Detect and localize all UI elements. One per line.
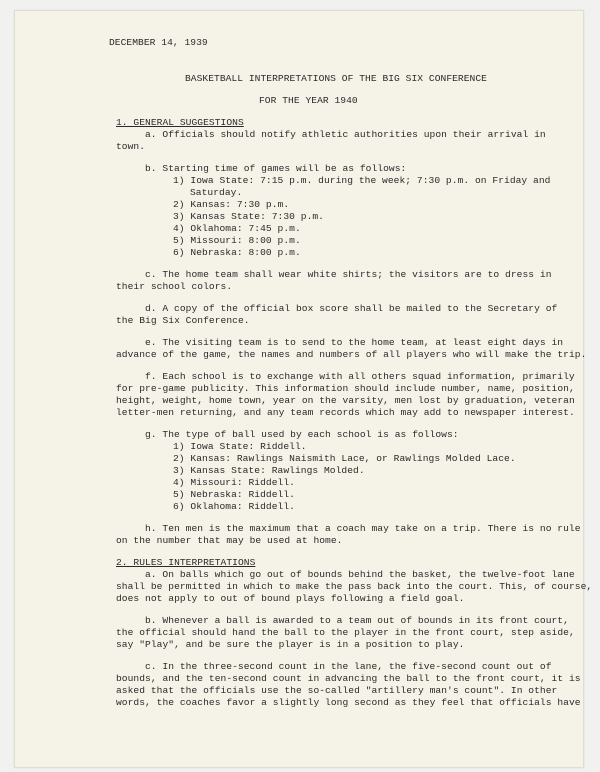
paragraph-1c-line2: their school colors. <box>116 281 233 292</box>
list-item: 2) Kansas: Rawlings Naismith Lace, or Rawlings Molded Lace. <box>173 453 516 464</box>
document-title: BASKETBALL INTERPRETATIONS OF THE BIG SIX CONFERENCE <box>185 73 487 84</box>
document-subtitle: FOR THE YEAR 1940 <box>259 95 358 106</box>
section-heading-general: 1. GENERAL SUGGESTIONS <box>116 117 244 128</box>
paragraph-1a-line2: town. <box>116 141 146 152</box>
list-item: 5) Nebraska: Riddell. <box>173 489 295 500</box>
paragraph-2c-line3: asked that the officials use the so-called "artillery man's count". In other <box>116 685 558 696</box>
list-item: 4) Missouri: Riddell. <box>173 477 295 488</box>
paragraph-1h-line1: h. Ten men is the maximum that a coach may take on a trip. There is no rule <box>145 523 581 534</box>
paragraph-2b-line3: say "Play", and be sure the player is in a position to play. <box>116 639 465 650</box>
paragraph-2a-line2: shall be permitted in which to make the pass back into the court. This, of course, <box>116 581 593 592</box>
paragraph-1f-line2: for pre-game publicity. This information should include number, name, position, <box>116 383 575 394</box>
paragraph-2b-line1: b. Whenever a ball is awarded to a team out of bounds in its front court, <box>145 615 569 626</box>
paragraph-1f-line1: f. Each school is to exchange with all others squad information, primarily <box>145 371 575 382</box>
paragraph-1h-line2: on the number that may be used at home. <box>116 535 343 546</box>
list-item: 2) Kansas: 7:30 p.m. <box>173 199 290 210</box>
list-item: 3) Kansas State: Rawlings Molded. <box>173 465 365 476</box>
paragraph-2a-line1: a. On balls which go out of bounds behind the basket, the twelve-foot lane <box>145 569 575 580</box>
list-item: 6) Nebraska: 8:00 p.m. <box>173 247 301 258</box>
paragraph-1e-line1: e. The visiting team is to send to the home team, at least eight days in <box>145 337 564 348</box>
section-heading-rules: 2. RULES INTERPRETATIONS <box>116 557 256 568</box>
paragraph-2a-line3: does not apply to out of bound plays following a field goal. <box>116 593 465 604</box>
paragraph-1g-intro: g. The type of ball used by each school is as follows: <box>145 429 459 440</box>
paragraph-2c-line1: c. In the three-second count in the lane, the five-second count out of <box>145 661 552 672</box>
paragraph-1f-line3: height, weight, home town, year on the varsity, men lost by graduation, veteran <box>116 395 575 406</box>
paragraph-1e-line2: advance of the game, the names and numbers of all players who will make the trip. <box>116 349 587 360</box>
paragraph-2c-line2: bounds, and the ten-second count in advancing the ball to the front court, it is <box>116 673 581 684</box>
paragraph-1c-line1: c. The home team shall wear white shirts; the visitors are to dress in <box>145 269 552 280</box>
list-item: 1) Iowa State: Riddell. <box>173 441 307 452</box>
paragraph-2c-line4: words, the coaches favor a slightly long second as they feel that officials have <box>116 697 581 708</box>
list-item: Saturday. <box>190 187 243 198</box>
paragraph-1d-line1: d. A copy of the official box score shall be mailed to the Secretary of <box>145 303 558 314</box>
paragraph-1b-intro: b. Starting time of games will be as follows: <box>145 163 407 174</box>
list-item: 6) Oklahoma: Riddell. <box>173 501 295 512</box>
paragraph-1f-line4: letter-men returning, and any team records which may add to newspaper interest. <box>116 407 575 418</box>
list-item: 4) Oklahoma: 7:45 p.m. <box>173 223 301 234</box>
list-item: 3) Kansas State: 7:30 p.m. <box>173 211 324 222</box>
document-date: DECEMBER 14, 1939 <box>109 37 208 48</box>
list-item: 5) Missouri: 8:00 p.m. <box>173 235 301 246</box>
list-item: 1) Iowa State: 7:15 p.m. during the week; 7:30 p.m. on Friday and <box>173 175 551 186</box>
document-page <box>14 10 593 768</box>
paragraph-1a-line1: a. Officials should notify athletic authorities upon their arrival in <box>145 129 546 140</box>
paragraph-1d-line2: the Big Six Conference. <box>116 315 250 326</box>
paragraph-2b-line2: the official should hand the ball to the player in the front court, step aside, <box>116 627 575 638</box>
